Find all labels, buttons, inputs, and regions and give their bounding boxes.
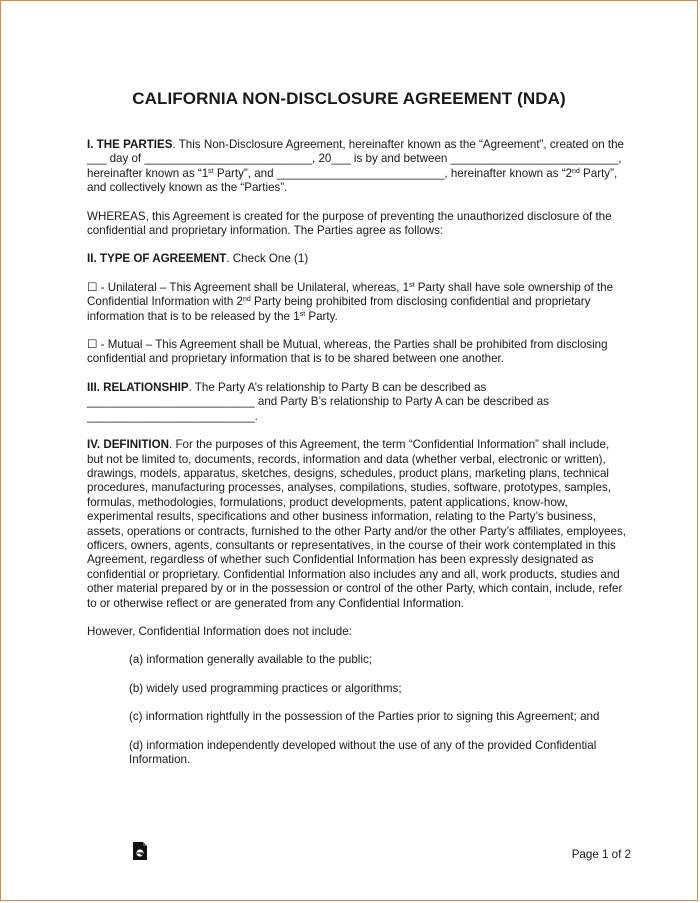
exclusion-item-a: (a) information generally available to the public;	[129, 653, 372, 667]
page-number: Page 1 of 2	[571, 848, 631, 861]
definition-text: . For the purposes of this Agreement, the term “Confidential Information” shall include, but not be limited to, documents, records, information and data (whether verbal, electronic or written), drawings, models, apparatus, sketches, designs, schedules, product plans, marketing plans, technical procedures, manufacturing processes, analyses, compilations, studies, software, prototypes, samples, formulas, methodologies, formulations, product developments, patent applications, know-how, experimental results, specifications and other business information, relating to the Party’s business, assets, operations or contracts, furnished to the other Party and/or the other Party’s affiliates, employees, officers, owners, agents, consultants or representatives, in the course of their work contemplated in this Agreement, regardless of whether such Confidential Information has been expressly designated as confidential or proprietary. Confidential Information also includes any and all, work products, studies and other material prepared by or in the possession or control of the other Party, which contain, include, refer to or otherwise reflect or are generated from any Confidential Information.	[87, 438, 626, 610]
unilateral-text-3: Party being prohibited from disclosing confidential and proprietary information that is to be released by the 1	[87, 295, 591, 323]
exclusions-intro: However, Confidential Information does not include:	[87, 624, 352, 638]
document-body	[87, 138, 627, 781]
type-heading: II. TYPE OF AGREEMENT	[87, 252, 227, 266]
document-title: CALIFORNIA NON-DISCLOSURE AGREEMENT (NDA)	[132, 89, 566, 108]
mutual-option	[87, 338, 627, 367]
parties-paragraph	[87, 138, 627, 196]
unilateral-text-1: - Unilateral – This Agreement shall be Unilateral, whereas, 1	[97, 280, 410, 294]
relationship-paragraph	[87, 381, 627, 424]
unilateral-text-2: Party shall have sole ownership of the Confidential Information with 2	[87, 280, 614, 309]
type-heading-paragraph	[87, 252, 627, 266]
mutual-checkbox[interactable]: ☐	[87, 338, 98, 352]
exclusion-item-b: (b) widely used programming practices or algorithms;	[129, 681, 402, 695]
exclusion-item-c: (c) information rightfully in the possession of the Parties prior to signing this Agreement; and	[129, 710, 600, 724]
parties-text-3: Party”, and collectively known as the “Parties”.	[87, 166, 618, 195]
whereas-paragraph: WHEREAS, this Agreement is created for the purpose of preventing the unauthorized disclosure of the confidential and proprietary information. The Parties agree as follows:	[87, 209, 612, 238]
unilateral-sup-1: st	[409, 281, 415, 289]
exclusion-item-d: (d) information independently developed without the use of any of the provided Confidential Information.	[129, 738, 597, 766]
definition-paragraph	[87, 438, 627, 611]
eforms-logo-icon	[132, 841, 148, 861]
type-instruction: . Check One (1)	[226, 252, 309, 266]
unilateral-checkbox[interactable]: ☐	[87, 280, 98, 294]
parties-sup-2: nd	[572, 167, 580, 175]
relationship-heading: III. RELATIONSHIP	[87, 380, 189, 394]
definition-heading: IV. DEFINITION	[87, 438, 170, 452]
unilateral-sup-3: st	[299, 310, 306, 318]
relationship-text: . The Party A’s relationship to Party B can be described as __________________________ and Party B’s relationship to Party A can be described as __________________________.	[87, 380, 549, 423]
unilateral-option	[87, 281, 627, 324]
parties-text-2: Party”, and __________________________, hereinafter known as “2	[213, 166, 573, 180]
parties-text-1: . This Non-Disclosure Agreement, hereinafter known as the “Agreement”, created on the ___ day of __________________________, 20___ is by and between __________________________, hereinafter known as “1	[87, 138, 624, 180]
parties-heading: I. THE PARTIES	[87, 138, 173, 151]
mutual-text: - Mutual – This Agreement shall be Mutual, whereas, the Parties shall be prohibited from disclosing confidential and proprietary information that is to be shared between one another.	[87, 338, 608, 366]
unilateral-sup-2: nd	[242, 296, 251, 304]
unilateral-text-4: Party.	[305, 309, 338, 323]
parties-sup-1: st	[208, 167, 214, 175]
